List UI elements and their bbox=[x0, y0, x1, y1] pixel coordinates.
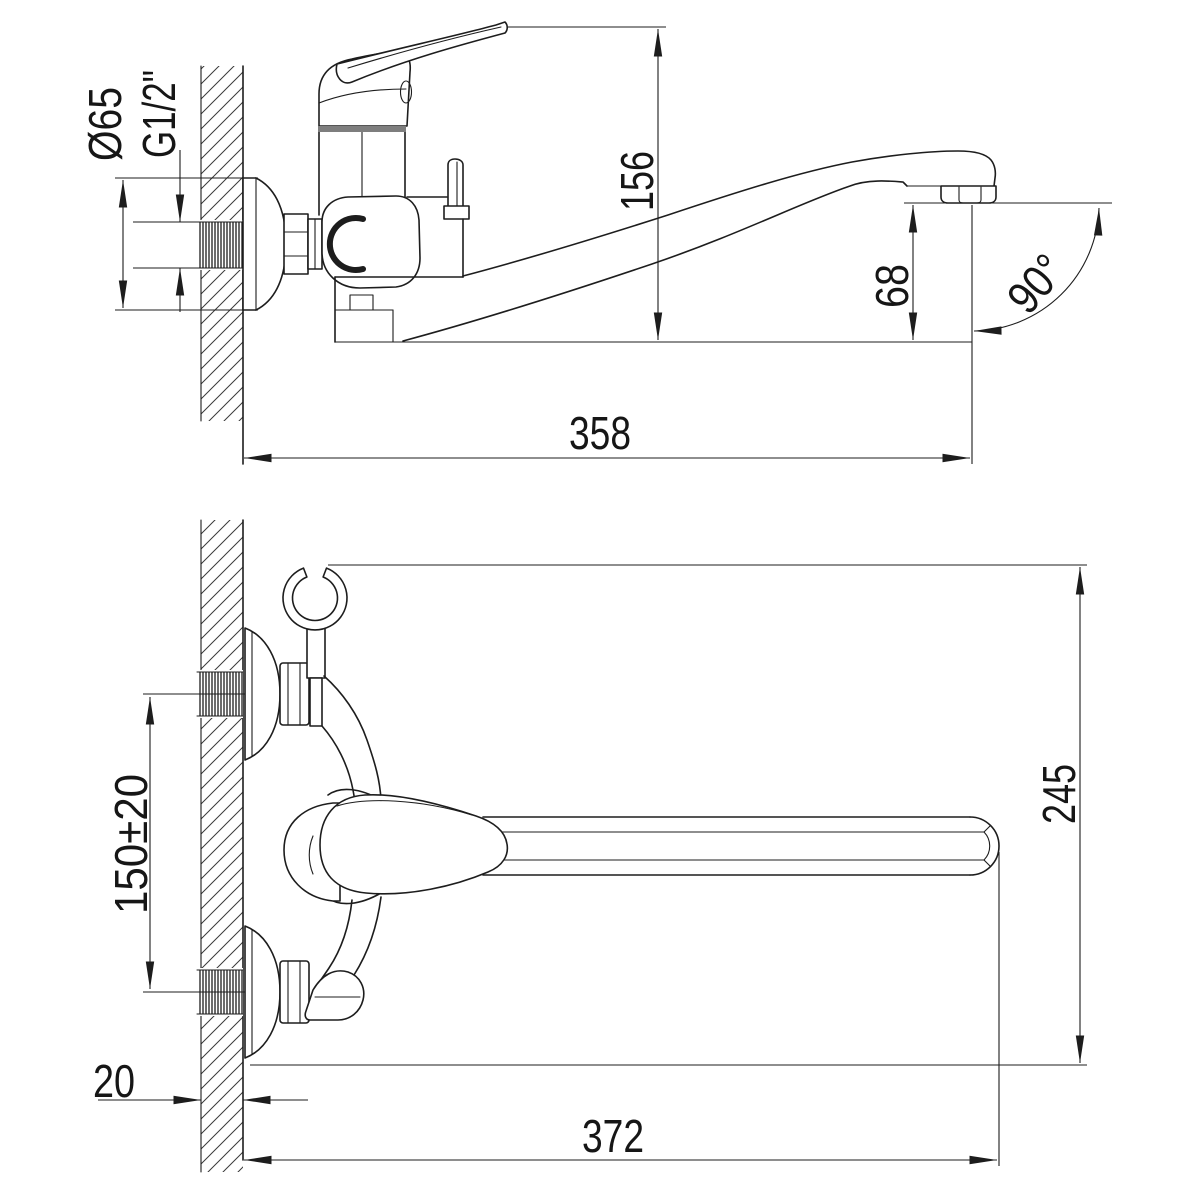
dim-label-height-245: 245 bbox=[1033, 747, 1085, 824]
spout-front bbox=[483, 817, 999, 875]
diverter-knob-side bbox=[448, 159, 463, 212]
holder-stem bbox=[307, 626, 325, 726]
swivel-joint-side bbox=[322, 196, 420, 288]
escutcheon-side bbox=[243, 178, 286, 310]
dim-label-swivel-angle: 90° bbox=[996, 236, 1082, 324]
escutcheon-front-top bbox=[245, 628, 280, 760]
aerator-side bbox=[941, 186, 996, 203]
spout-end-cap bbox=[970, 817, 999, 875]
dim-label-thread-size: G1/2" bbox=[133, 41, 185, 158]
side-view bbox=[79, 22, 1112, 464]
spout-side bbox=[335, 134, 996, 342]
wall-section-front bbox=[196, 520, 243, 1172]
front-view bbox=[93, 520, 1087, 1172]
dim-label-inlet-spacing: 150±20 bbox=[105, 760, 157, 914]
dim-label-width-372: 372 bbox=[582, 1110, 644, 1162]
shower-hook bbox=[283, 568, 347, 630]
dim-label-spout-reach: 358 bbox=[569, 407, 631, 459]
dim-label-wall-thickness: 20 bbox=[93, 1055, 135, 1107]
dim-label-plate-diameter: Ø65 bbox=[79, 74, 131, 161]
handle-front bbox=[320, 795, 507, 894]
body-foot-front bbox=[305, 971, 364, 1020]
dim-label-spout-drop: 68 bbox=[866, 256, 918, 308]
inlet-thread-side bbox=[133, 222, 243, 268]
faucet-body-side bbox=[284, 22, 507, 342]
cartridge-ring bbox=[318, 126, 406, 132]
mounting-nut-front-top bbox=[280, 663, 309, 725]
spout-upper-edge bbox=[463, 134, 995, 276]
dim-label-height-156: 156 bbox=[611, 134, 663, 211]
escutcheon-front-bottom bbox=[245, 926, 280, 1058]
